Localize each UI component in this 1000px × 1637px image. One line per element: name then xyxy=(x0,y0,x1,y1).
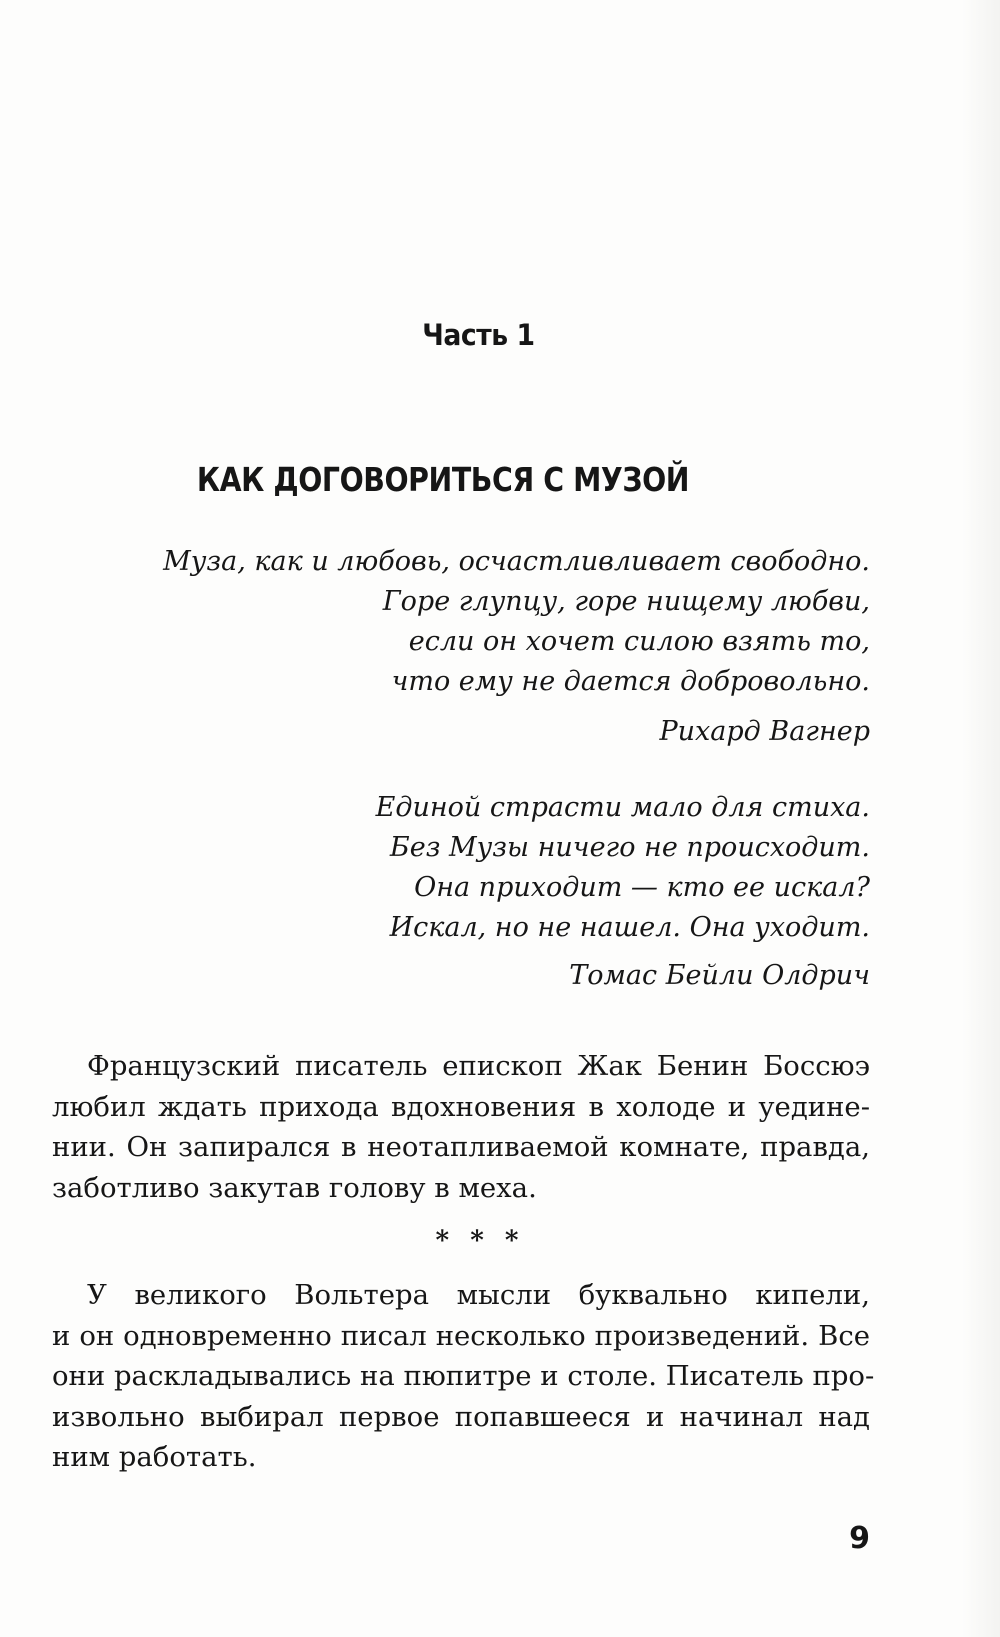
paragraph-line: нии. Он запирался в неотапливаемой комнате, правда, xyxy=(52,1131,870,1163)
part-label: Часть 1 xyxy=(422,318,535,352)
epigraph-wagner xyxy=(163,542,870,752)
paragraph-line: и он одновременно писал несколько произведений. Все xyxy=(52,1319,870,1352)
epigraph-line: Искал, но не нашел. Она уходит. xyxy=(389,912,870,943)
epigraph-author: Томас Бейли Олдрич xyxy=(569,960,870,991)
epigraph-line: Единой страсти мало для стиха. xyxy=(375,792,870,823)
section-separator: * * * xyxy=(435,1226,525,1256)
page-edge-shadow xyxy=(962,0,1000,1637)
paragraph-line: любил ждать прихода вдохновения в холоде и уедине- xyxy=(52,1090,870,1123)
paragraph-line: они раскладывались на пюпитре и столе. Писатель про- xyxy=(52,1360,875,1392)
paragraph-line: извольно выбирал первое попавшееся и начинал над xyxy=(52,1400,870,1433)
epigraph-aldrich xyxy=(376,788,870,996)
paragraph-line: заботливо закутав голову в меха. xyxy=(52,1171,537,1204)
epigraph-line: если он хочет силою взять то, xyxy=(408,626,870,657)
paragraph-bossuet xyxy=(52,1046,870,1208)
epigraph-line: Она приходит — кто ее искал? xyxy=(414,872,870,903)
paragraph-line: Французский писатель епископ Жак Бенин Боссюэ xyxy=(87,1050,870,1082)
paragraph-voltaire xyxy=(52,1275,875,1478)
epigraph-line: Муза, как и любовь, осчастливливает свободно. xyxy=(163,546,870,577)
chapter-title: КАК ДОГОВОРИТЬСЯ С МУЗОЙ xyxy=(196,460,690,499)
page-number: 9 xyxy=(849,1521,870,1556)
epigraph-line: что ему не дается добровольно. xyxy=(391,666,870,697)
epigraph-line: Без Музы ничего не происходит. xyxy=(389,832,870,863)
paragraph-line: ним работать. xyxy=(52,1441,257,1473)
paragraph-line: У великого Вольтера мысли буквально кипели, xyxy=(87,1279,870,1311)
epigraph-author: Рихард Вагнер xyxy=(659,716,870,747)
epigraph-line: Горе глупцу, горе нищему любви, xyxy=(382,586,870,617)
